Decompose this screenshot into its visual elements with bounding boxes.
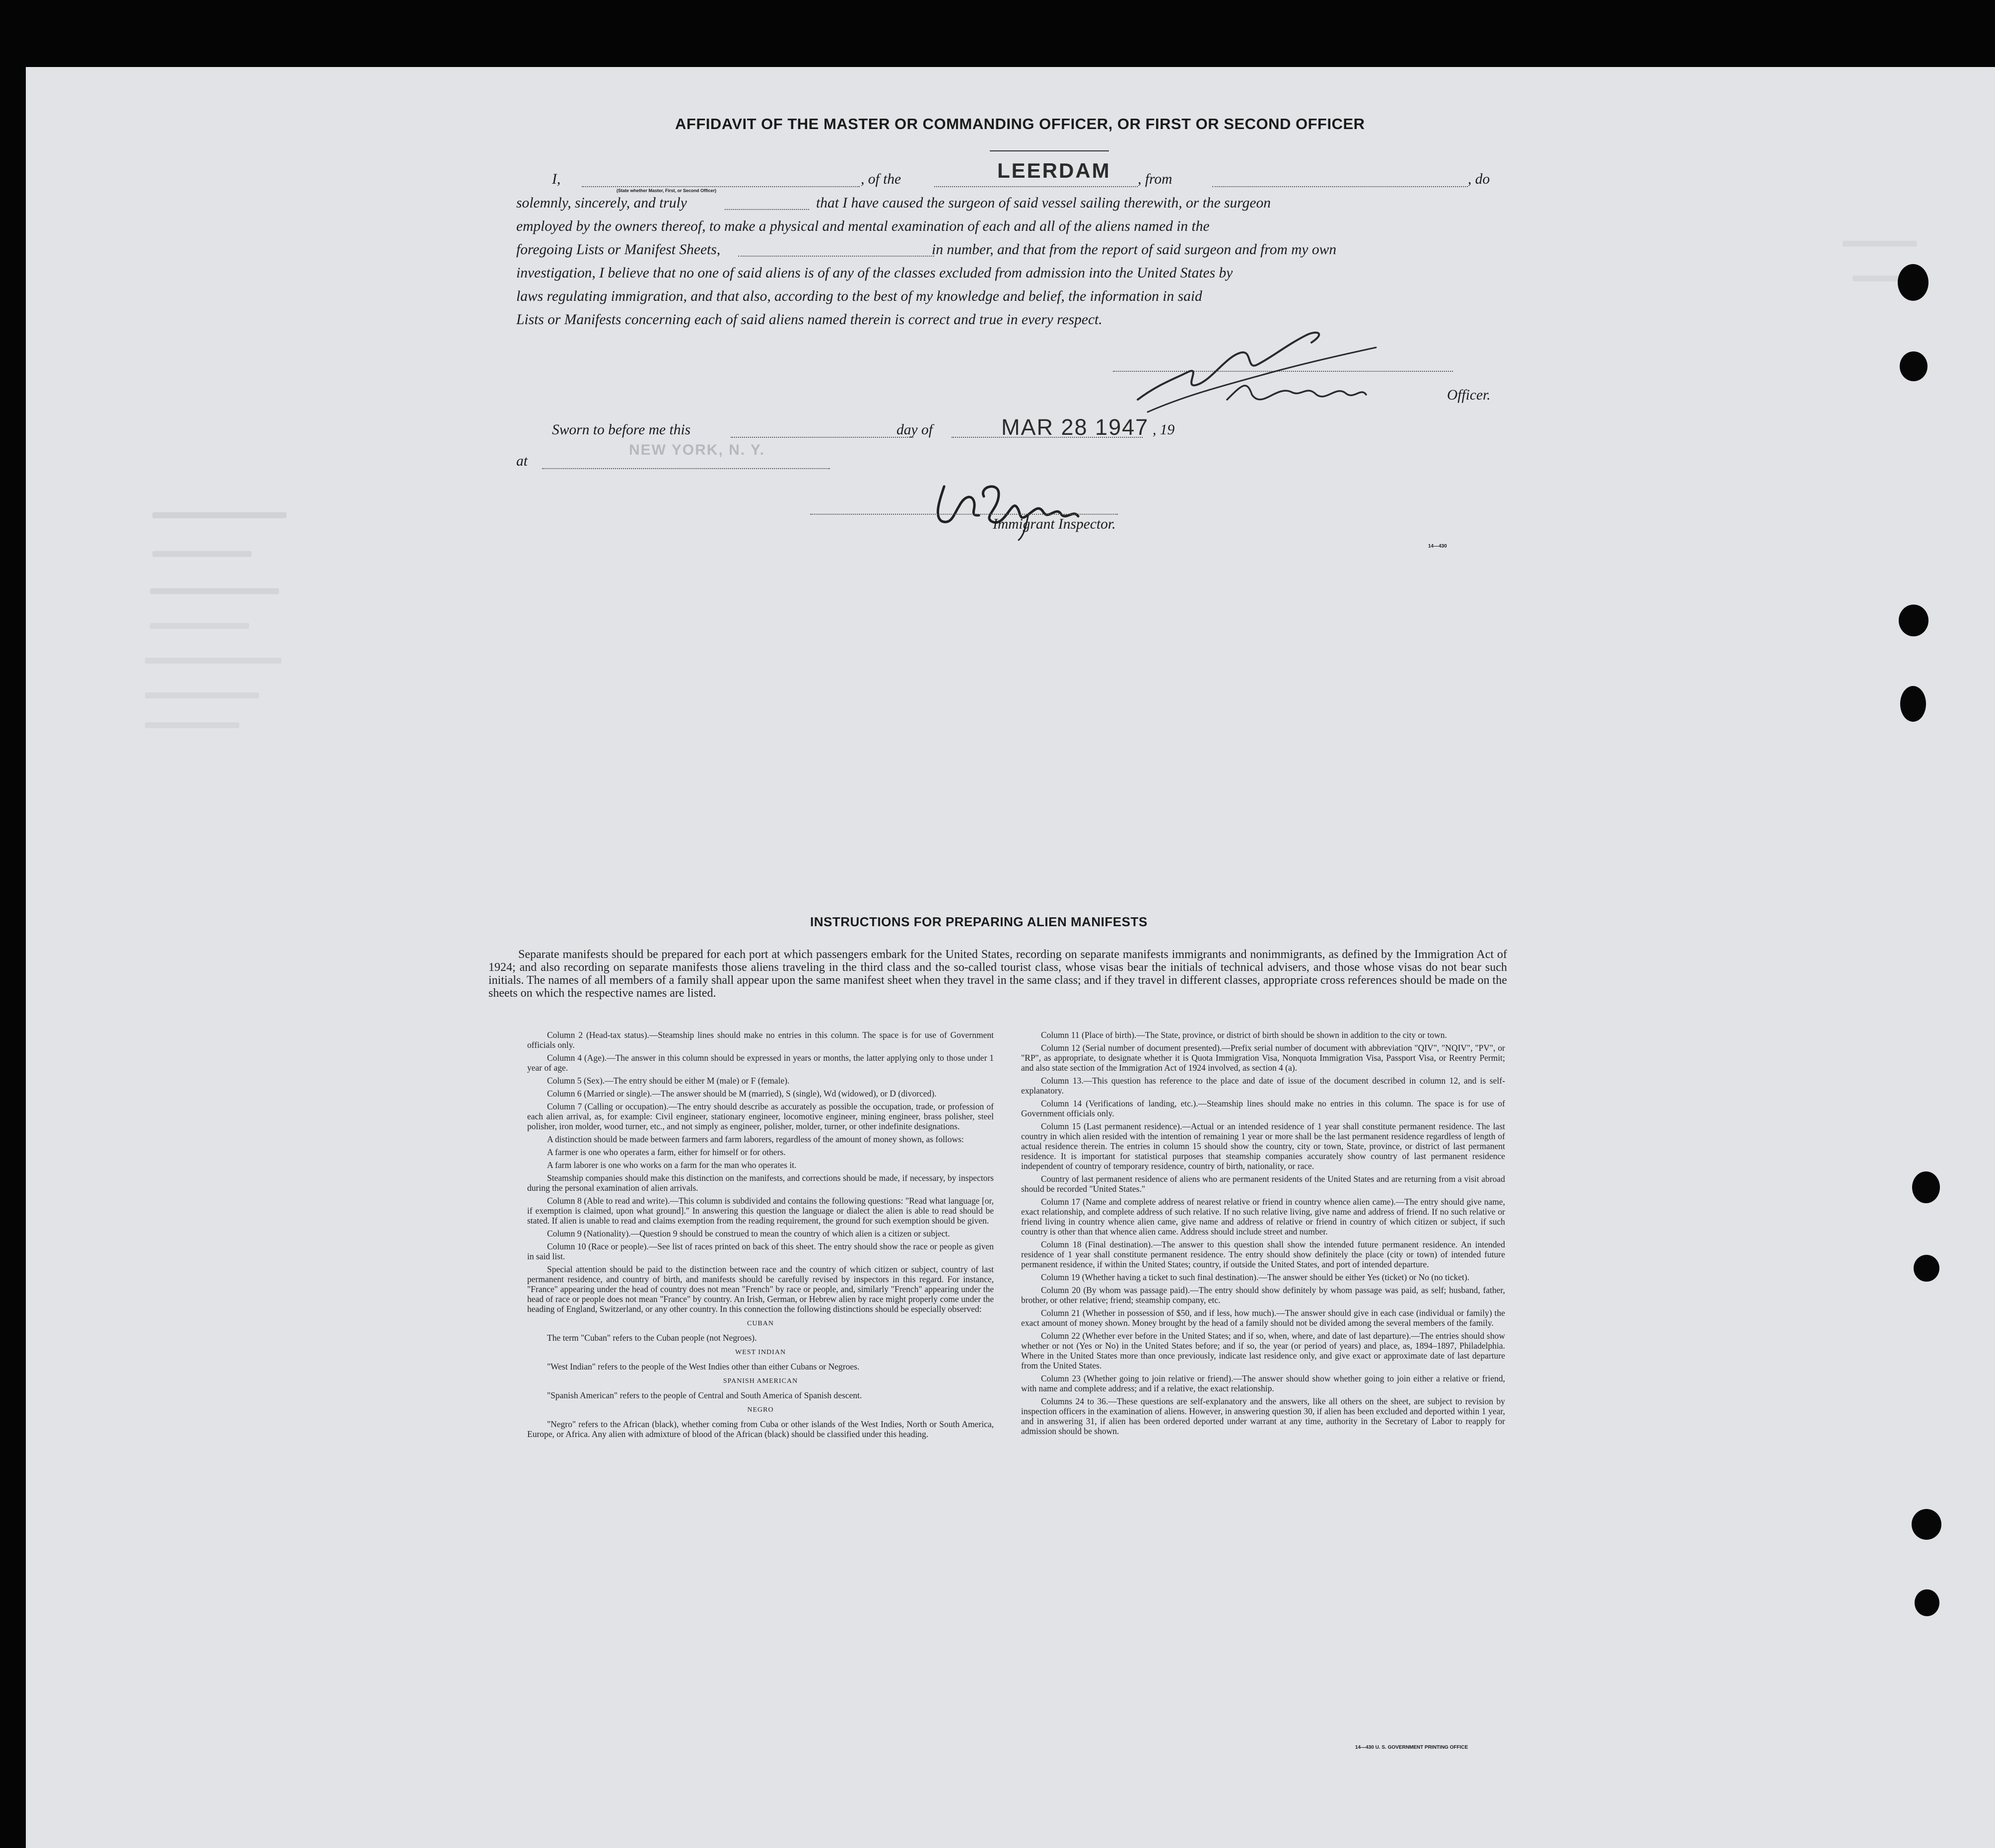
binder-hole (1898, 264, 1928, 301)
instruction-paragraph: Column 4 (Age).—The answer in this column should be expressed in years or months, the latter applying only to those under 1 year of age. (527, 1053, 994, 1073)
manifest-sheet (26, 67, 1995, 1848)
affidavit-word-i: I, (552, 171, 561, 187)
sheets-count-blank (738, 256, 934, 257)
place-stamp: NEW YORK, N. Y. (629, 442, 765, 458)
sworn-day-blank (731, 437, 913, 438)
instruction-paragraph: Column 10 (Race or people).—See list of races printed on back of this sheet. The entry should show the race or people as given in said list. (527, 1241, 994, 1261)
affidavit-title: AFFIDAVIT OF THE MASTER OR COMMANDING OFFICER, OR FIRST OR SECOND OFFICER (675, 115, 1365, 133)
binder-hole (1915, 1589, 1939, 1616)
show-through-mark (145, 692, 259, 698)
instruction-paragraph: Column 8 (Able to read and write).—This column is subdivided and contains the following questions: "Read what language [or, if exemption is claimed, upon what ground]." In answering this question the language or dialect the alien is able to read should be stated. If alien is unable to read and claims exemption from the reading requirement, the ground for such exemption should be given. (527, 1196, 994, 1226)
affidavit-line-4b: in number, and that from the report of said surgeon and from my own (932, 242, 1337, 258)
instruction-paragraph: Column 18 (Final destination).—The answer to this question shall show the intended future permanent residence. An intended residence of 1 year shall constitute permanent residence. The entry should show definitely the place (city or town) of intended future permanent residence, if within the United States; country, if outside the United States, and port of intended departure. (1021, 1239, 1505, 1269)
instruction-paragraph: Column 14 (Verifications of landing, etc.).—Steamship lines should make no entries in this column. The space is for use of Government officials only. (1021, 1098, 1505, 1118)
oath-blank (725, 209, 809, 210)
affidavit-line-3: employed by the owners thereof, to make a physical and mental examination of each and all of the aliens named in the (516, 218, 1210, 234)
instruction-paragraph: Column 2 (Head-tax status).—Steamship lines should make no entries in this column. The space is for use of Government officials only. (527, 1030, 994, 1050)
intro-paragraph: Separate manifests should be prepared for each port at which passengers embark for the United States, recording on separate manifests immigrants and nonimmigrants, as defined by the Immigration Act of 1924; and also recording on separate manifests those aliens traveling in the third class and the so-called tourist class, whose visas bear the initials of technical advisers, and those whose visas do not bear such initials. The names of all members of a family shall appear upon the same manifest sheet when they travel in the same class; and if they travel in different classes, appropriate cross references should be made on the sheets on which the respective names are listed. (488, 948, 1507, 1000)
instructions-intro (488, 948, 1507, 1000)
instruction-paragraph: Column 19 (Whether having a ticket to such final destination).—The answer should be either Yes (ticket) or No (no ticket). (1041, 1272, 1470, 1282)
instruction-paragraph: Column 12 (Serial number of document presented).—Prefix serial number of document with abbreviation "QIV", "NQIV", "PV", or "RP", as appropriate, to designate whether it is Quota Immigration Visa, Nonquota Immigration Visa, Passport Visa, or Reentry Permit; and also state section of the Immigration Act of 1924 involved, as section 4 (a). (1021, 1043, 1505, 1073)
instruction-paragraph: Special attention should be paid to the distinction between race and the country of which citizen or subject, country of last permanent residence, and country of birth, and manifests should be carefully revised by inspectors in this regard. For instance, "France" appearing under the head of country does not mean "French" by race or people, and, similarly "French" appearing under the head of race or people does not mean "France" by country. An Irish, German, or Hebrew alien by race might properly come under the heading of England, Switzerland, or any other country. In this connection the following distinctions should be especially observed: (527, 1264, 994, 1314)
show-through-mark (150, 623, 249, 629)
instruction-paragraph: A farm laborer is one who works on a farm for the man who operates it. (547, 1160, 797, 1170)
bleed-through-text (1813, 134, 1822, 174)
instructions-title: INSTRUCTIONS FOR PREPARING ALIEN MANIFESTS (810, 914, 1148, 929)
instruction-paragraph: Column 17 (Name and complete address of nearest relative or friend in country whence alien came).—The entry should give name, exact relationship, and complete address of such relative. If no such relative living, give name and address of friend. If no such relative or friend living in country whence alien came, give name and address of relative or friend in country of which citizen or subject, if such country is other than that whence alien came. Address should include street and number. (1021, 1197, 1505, 1236)
instruction-paragraph: Column 23 (Whether going to join relative or friend).—The answer should show whether going to join either a relative or friend, with name and complete address; and if a relative, the exact relationship. (1021, 1373, 1505, 1393)
affidavit-line-6: laws regulating immigration, and that also, according to the best of my knowledge and belief, the information in said (516, 288, 1202, 304)
form-number: 14—430 (1428, 544, 1447, 549)
instruction-paragraph: Column 7 (Calling or occupation).—The entry should describe as accurately as possible the occupation, trade, or profession of each alien arrival, as, for example: Civil engineer, stationary engineer, locomotive engineer, mining engineer, brass polisher, steel polisher, iron molder, wood turner, etc., and not simply as engineer, polisher, molder, turner, or other indefinite designations. (527, 1101, 994, 1131)
place-blank (542, 468, 830, 469)
day-of-text: day of (896, 422, 933, 438)
heading-spanish-american: SPANISH AMERICAN (723, 1377, 798, 1385)
show-through-mark (1843, 241, 1917, 247)
instruction-paragraph: A distinction should be made between farmers and farm laborers, regardless of the amount of money shown, as follows: (547, 1134, 964, 1144)
instruction-paragraph: Columns 24 to 36.—These questions are self-explanatory and the answers, like all others on the sheet, are subject to revision by inspection officers in the examination of aliens. However, in answering question 30, if alien has been excluded and deported within 1 year, and in answering 31, if alien has been ordered deported under warrant at any time, authority in the Secretary of Labor to reapply for admission should be shown. (1021, 1396, 1505, 1436)
officer-name-blank (582, 186, 860, 187)
officer-label: Officer. (1447, 387, 1491, 403)
instruction-paragraph: Country of last permanent residence of aliens who are permanent residents of the United States and are returning from a visit abroad should be recorded "United States." (1021, 1174, 1505, 1194)
paragraph-cuban: The term "Cuban" refers to the Cuban people (not Negroes). (547, 1333, 757, 1343)
printing-office-footer: 14—430 U. S. GOVERNMENT PRINTING OFFICE (1355, 1745, 1468, 1750)
binder-hole (1912, 1171, 1940, 1203)
heading-west-indian: WEST INDIAN (735, 1349, 786, 1356)
affidavit-do: , do (1468, 171, 1490, 187)
sworn-text: Sworn to before me this (552, 422, 691, 438)
vessel-blank (934, 186, 1138, 187)
at-text: at (516, 453, 528, 469)
instructions-right-column (1021, 1030, 1505, 1745)
affidavit-line-2a: solemnly, sincerely, and truly (516, 195, 687, 211)
show-through-mark (152, 512, 286, 518)
vessel-name-stamp: LEERDAM (997, 159, 1111, 182)
affidavit-line-5: investigation, I believe that no one of said aliens is of any of the classes excluded from admission into the United States by (516, 265, 1233, 281)
instruction-paragraph: Steamship companies should make this distinction on the manifests, and corrections should be made, if necessary, by inspectors during the personal examination of alien arrivals. (527, 1173, 994, 1193)
instruction-paragraph: Column 9 (Nationality).—Question 9 should be construed to mean the country of which alien is a citizen or subject. (547, 1229, 950, 1238)
binder-hole (1900, 686, 1926, 722)
port-blank (1212, 186, 1468, 187)
paragraph-west-indian: "West Indian" refers to the people of the West Indies other than either Cubans or Negroes. (547, 1362, 860, 1371)
binder-hole (1900, 351, 1927, 381)
instruction-paragraph: Column 5 (Sex).—The entry should be either M (male) or F (female). (547, 1076, 790, 1086)
inspector-signature-line (810, 514, 1118, 515)
affidavit-line-4a: foregoing Lists or Manifest Sheets, (516, 242, 721, 258)
instructions-left-column (527, 1030, 994, 1760)
instruction-paragraph: Column 22 (Whether ever before in the United States; and if so, when, where, and date of last departure).—The entries should show whether or not (Yes or No) in the United States before; and if so, the year (or period of years) and place, as, 1894–1897, Philadelphia. Where in the United States more than once previously, indicate last residence only, and give exact or approximate date of last departure from the United States. (1021, 1331, 1505, 1370)
instruction-paragraph: Column 11 (Place of birth).—The State, province, or district of birth should be shown in addition to the city or town. (1041, 1030, 1447, 1040)
show-through-mark (150, 588, 279, 594)
instruction-paragraph: Column 6 (Married or single).—The answer should be M (married), S (single), Wd (widowed), or D (divorced). (547, 1089, 937, 1098)
heading-negro: NEGRO (747, 1406, 774, 1414)
affidavit-of-the: , of the (861, 171, 901, 187)
instruction-paragraph: A farmer is one who operates a farm, either for himself or for others. (547, 1147, 786, 1157)
binder-hole (1899, 605, 1928, 636)
show-through-mark (152, 551, 252, 557)
binder-hole (1914, 1255, 1939, 1282)
rank-hint: (State whether Master, First, or Second Officer) (617, 188, 717, 193)
binder-hole (1912, 1509, 1941, 1540)
show-through-mark (145, 658, 281, 664)
paragraph-spanish-american: "Spanish American" refers to the people of Central and South America of Spanish descent. (547, 1390, 862, 1400)
heading-cuban: CUBAN (747, 1320, 774, 1327)
affidavit-line-2b: that I have caused the surgeon of said vessel sailing therewith, or the surgeon (816, 195, 1271, 211)
instruction-paragraph: Column 13.—This question has reference to the place and date of issue of the document described in column 12, and is self-explanatory. (1021, 1076, 1505, 1095)
officer-signature (1128, 325, 1445, 419)
date-stamp: MAR 28 1947 (1001, 414, 1149, 440)
instruction-paragraph: Column 20 (By whom was passage paid).—The entry should show definitely by whom passage was paid, as self; husband, father, brother, or other relative; friend; steamship company, etc. (1021, 1285, 1505, 1305)
inspector-label: Immigrant Inspector. (993, 516, 1116, 532)
title-rule (990, 150, 1109, 151)
affidavit-line-7: Lists or Manifests concerning each of said aliens named therein is correct and true in every respect. (516, 312, 1102, 328)
show-through-mark (145, 722, 239, 728)
instruction-paragraph: Column 15 (Last permanent residence).—Actual or an intended residence of 1 year shall constitute permanent residence. The last country in which alien resided with the intention of remaining 1 year or more shall be the last permanent residence regardless of length of actual residence therein. The entries in column 15 should show the country, city or town, State, province, or district of last permanent residence. It is important for statistical purposes that steamship companies accurately show country of last permanent residence independent of country of temporary residence, country of birth, nationality, or race. (1021, 1121, 1505, 1171)
year-prefix: , 19 (1153, 422, 1175, 438)
affidavit-from: , from (1138, 171, 1172, 187)
instruction-paragraph: Column 21 (Whether in possession of $50, and if less, how much).—The answer should give in each case (individual or family) the exact amount of money shown. Money brought by the head of a family should not be divided among the several members of the family. (1021, 1308, 1505, 1328)
paragraph-negro: "Negro" refers to the African (black), whether coming from Cuba or other islands of the West Indies, North or South America, Europe, or Africa. Any alien with admixture of blood of the African (black) should be classified under this heading. (527, 1419, 994, 1439)
